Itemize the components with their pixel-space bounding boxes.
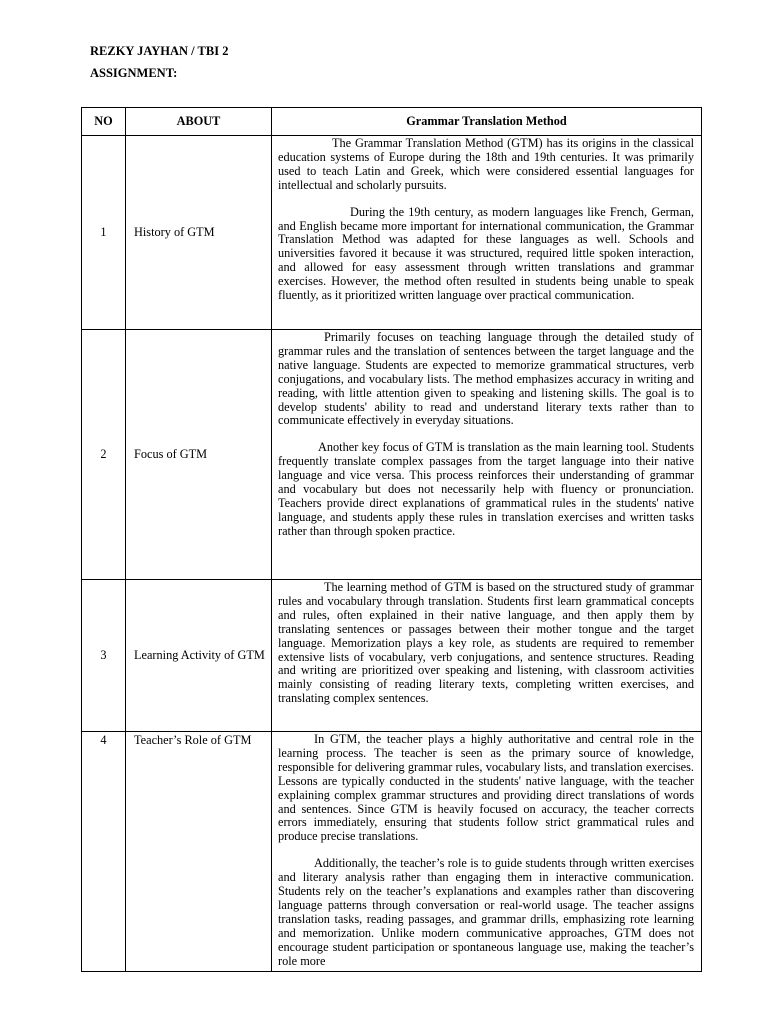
row-description (272, 330, 702, 580)
row-description (272, 580, 702, 732)
description-paragraph: The learning method of GTM is based on the structured study of grammar rules and vocabulary through translation. Students first learn grammatical concepts and rules, often explained in their native language, and then apply them by translating sentences or passages between their mother tongue and the target language. Memorization plays a key role, as students are required to remember extensive lists of vocabulary, verb conjugations, and sentence structures. Reading and writing are prioritized over speaking and listening, with classroom activities mainly consisting of reading literary texts, completing written exercises, and translating complex sentences. (278, 580, 694, 706)
column-header-no: NO (82, 108, 126, 136)
table-row (82, 732, 702, 972)
column-header-about: ABOUT (126, 108, 272, 136)
description-paragraph: Additionally, the teacher’s role is to guide students through written exercises and literary analysis rather than engaging them in interactive communication. Students rely on the teacher’s explanations and examples rather than discovering language patterns through conversation or real-world usage. The teacher assigns translation tasks, reading passages, and grammar drills, emphasizing rote learning and memorization. Unlike modern communicative approaches, GTM does not encourage student participation or spontaneous language use, making the teacher’s role more (278, 856, 694, 968)
description-paragraph: The Grammar Translation Method (GTM) has its origins in the classical education systems of Europe during the 18th and 19th centuries. It was primarily used to teach Latin and Greek, which were considered essential languages for intellectual and scholarly pursuits. (278, 136, 694, 192)
row-number: 4 (82, 732, 126, 972)
row-topic: Teacher’s Role of GTM (126, 732, 272, 972)
student-name-line: REZKY JAYHAN / TBI 2 (90, 44, 229, 58)
description-paragraph: In GTM, the teacher plays a highly authoritative and central role in the learning process. The teacher is seen as the primary source of knowledge, responsible for delivering grammar rules, vocabulary lists, and translation exercises. Lessons are typically conducted in the students' native language, with the teacher explaining complex grammar structures and providing direct translations of words and sentences. Since GTM is heavily focused on accuracy, the teacher corrects errors immediately, ensuring that students follow strict grammatical rules and produce precise translations. (278, 732, 694, 844)
table-row (82, 136, 702, 330)
row-topic: History of GTM (126, 136, 272, 330)
row-description (272, 136, 702, 330)
row-topic: Focus of GTM (126, 330, 272, 580)
description-paragraph: During the 19th century, as modern languages like French, German, and English became more important for international communication, the Grammar Translation Method was adapted for these languages as well. Schools and universities favored it because it was structured, required little spoken interaction, and allowed for easy assessment through written translations and grammar exercises. However, the method often resulted in students being unable to speak fluently, as it prioritized written language over practical communication. (278, 204, 694, 303)
table-row (82, 580, 702, 732)
row-number: 1 (82, 136, 126, 330)
description-paragraph: Another key focus of GTM is translation as the main learning tool. Students frequently translate complex passages from the target language into their native language and vice versa. This process reinforces their understanding of grammar and vocabulary but does not necessarily help with fluency or pronunciation. Teachers provide direct explanations of grammatical rules in the students' native language, and students apply these rules in translation exercises and written tasks rather than through spoken practice. (278, 440, 694, 538)
row-description (272, 732, 702, 972)
row-topic: Learning Activity of GTM (126, 580, 272, 732)
description-paragraph: Primarily focuses on teaching language through the detailed study of grammar rules and the translation of sentences between the target language and the native language. Students are expected to memorize grammatical structures, verb conjugations, and vocabulary lists. The method emphasizes accuracy in writing and reading, with little attention given to speaking and listening skills. The goal is to develop students' ability to read and understand literary texts rather than to communicate effectively in everyday situations. (278, 330, 694, 428)
table-row (82, 330, 702, 580)
assignment-label: ASSIGNMENT: (90, 66, 178, 80)
row-number: 3 (82, 580, 126, 732)
row-number: 2 (82, 330, 126, 580)
table-header-row (82, 108, 702, 136)
column-header-gtm: Grammar Translation Method (272, 108, 702, 136)
gtm-table (81, 107, 702, 972)
